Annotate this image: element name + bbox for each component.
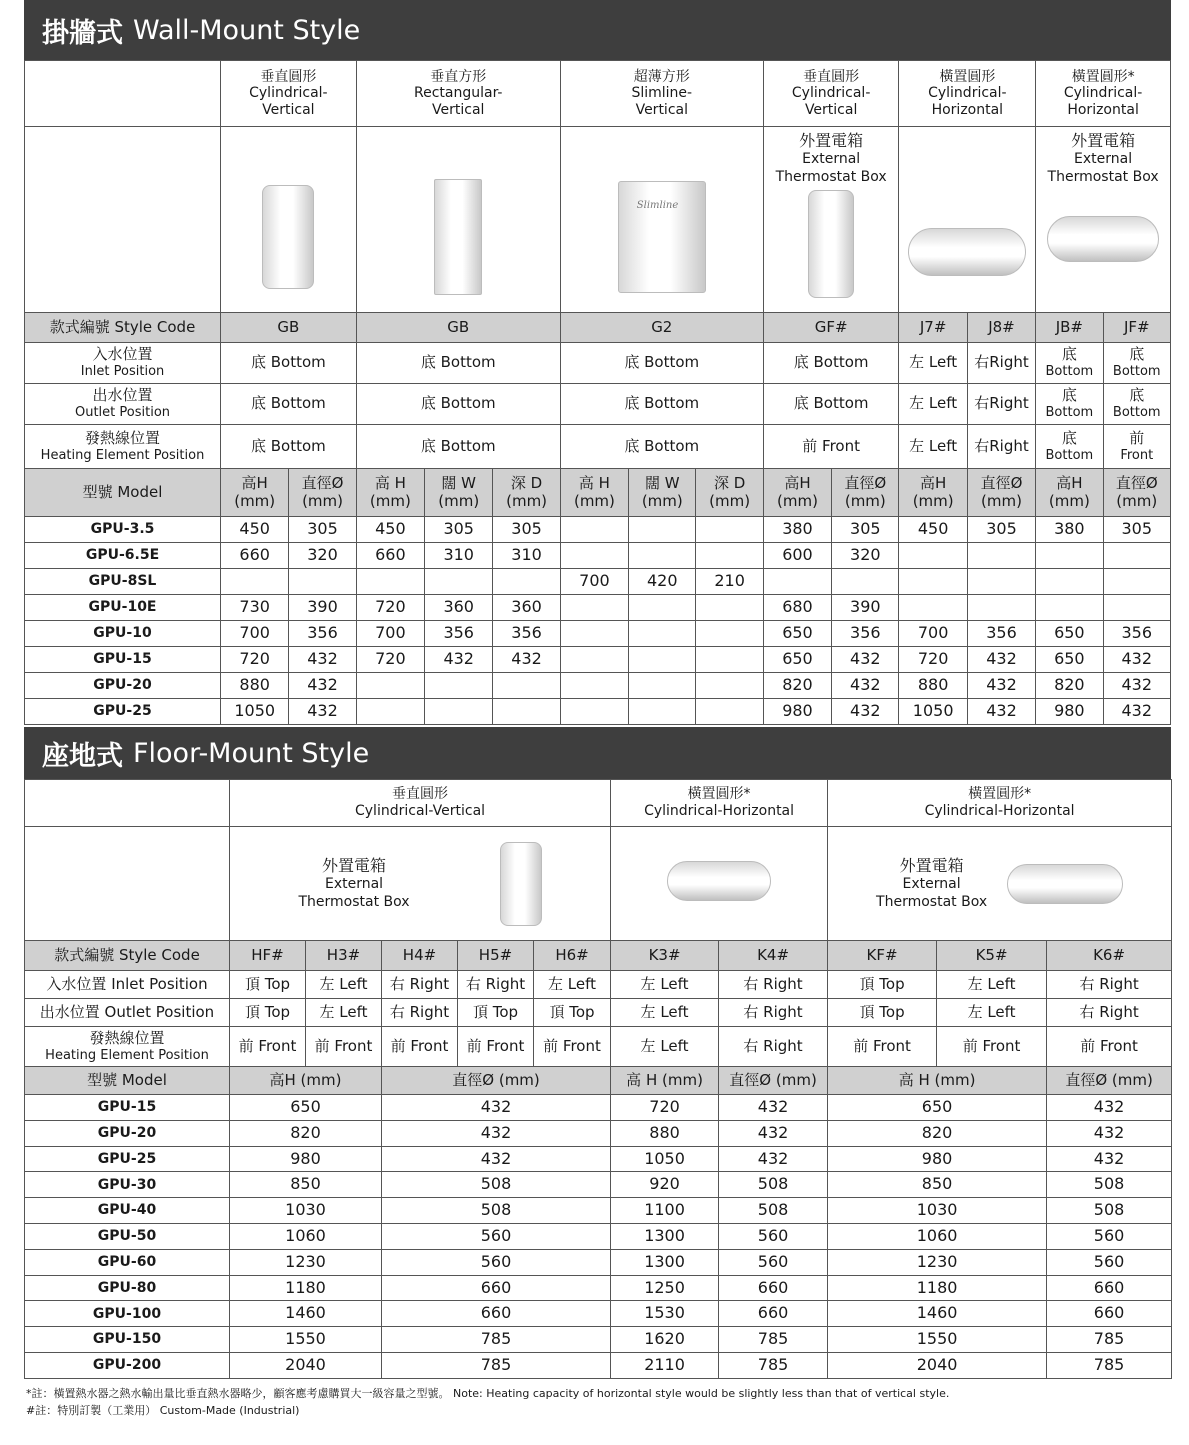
value-cell: 880 [221,673,289,699]
value-cell [289,569,356,595]
value-cell: 432 [967,699,1035,725]
value-cell: 305 [832,517,899,543]
value-cell: 305 [967,517,1035,543]
value-cell [832,569,899,595]
value-cell: 432 [1103,699,1170,725]
value-cell: 432 [289,647,356,673]
value-cell: 1620 [611,1327,719,1353]
value-cell: 432 [1047,1146,1172,1172]
value-cell [493,699,560,725]
value-cell: 432 [1047,1120,1172,1146]
value-cell: 660 [1047,1301,1172,1327]
value-cell: 700 [221,621,289,647]
floor-horizontal-tank-icon [667,861,771,901]
value-cell: 508 [1047,1198,1172,1224]
value-cell [1036,569,1103,595]
value-cell: 432 [289,699,356,725]
value-cell: 820 [230,1120,382,1146]
value-cell [1103,543,1170,569]
floor-data-rows [25,1095,1172,1379]
value-cell: 1550 [230,1327,382,1353]
value-cell [696,673,763,699]
model-cell: GPU-150 [25,1327,230,1353]
value-cell [560,517,628,543]
floor-mount-header [24,727,1171,779]
value-cell: 820 [828,1120,1047,1146]
wall-type-row [25,61,1171,127]
floor-style-code-row: 款式編號 Style Code HF# H3# H4# H5# H6# K3# K4# KF# K5# K6# [25,941,1172,971]
wall-mount-table [24,60,1171,725]
value-cell [899,595,967,621]
value-cell [221,569,289,595]
value-cell: 785 [1047,1327,1172,1353]
value-cell [763,569,831,595]
value-cell [1036,595,1103,621]
value-cell: 2040 [828,1352,1047,1378]
model-cell: GPU-100 [25,1301,230,1327]
table-row [25,1327,1172,1353]
value-cell: 508 [382,1172,611,1198]
value-cell: 560 [1047,1249,1172,1275]
floor-horizontal-ext-tank-icon [1007,864,1123,904]
wall-inlet-row: 入水位置 Inlet Position 底 Bottom 底 Bottom 底 Bottom 底 Bottom 左 Left 右Right 底 Bottom 底 Bottom [25,343,1171,384]
value-cell: 980 [230,1146,382,1172]
value-cell [967,595,1035,621]
value-cell: 356 [967,621,1035,647]
wall-style-code-row: 款式編號 Style Code GB GB G2 GF# J7# J8# JB# JF# [25,313,1171,343]
value-cell: 356 [289,621,356,647]
table-row [25,517,1171,543]
value-cell: 1030 [828,1198,1047,1224]
value-cell: 650 [1036,621,1103,647]
value-cell: 432 [382,1095,611,1121]
value-cell [493,569,560,595]
tank-vertical-image [221,127,357,313]
model-cell: GPU-15 [25,1095,230,1121]
floor-title-zh: 座地式 [42,740,123,772]
value-cell [356,569,424,595]
value-cell: 700 [899,621,967,647]
value-cell: 880 [611,1120,719,1146]
value-cell: 980 [1036,699,1103,725]
table-row [25,1095,1172,1121]
model-label: 型號 Model [25,469,221,517]
value-cell [560,543,628,569]
value-cell: 2110 [611,1352,719,1378]
table-row [25,595,1171,621]
value-cell: 450 [356,517,424,543]
value-cell: 560 [719,1223,828,1249]
value-cell: 600 [763,543,831,569]
value-cell: 432 [719,1120,828,1146]
wall-dim-header-row: 型號 Model 高H (mm) 直徑Ø (mm) 高 H (mm) 闊 W (mm) 深 D (mm) 高 H (mm) 闊 W (mm) 深 D (mm) 高H (mm) 直徑Ø (mm) 高H (mm) 直徑Ø (mm) 高H (mm) 直徑Ø (mm) [25,469,1171,517]
floor-dim-header-row: 型號 Model 高H (mm) 直徑Ø (mm) 高 H (mm) 直徑Ø (mm) 高 H (mm) 直徑Ø (mm) [25,1067,1172,1095]
value-cell: 850 [230,1172,382,1198]
value-cell [560,647,628,673]
floor-heating-row: 發熱線位置 Heating Element Position 前 Front 前 Front 前 Front 前 Front 前 Front 左 Left 右 Right 前 Front 前 Front 前 Front [25,1027,1172,1067]
value-cell: 1230 [230,1249,382,1275]
value-cell: 700 [356,621,424,647]
value-cell: 650 [230,1095,382,1121]
rectangular-tank-icon [434,179,482,295]
value-cell [560,595,628,621]
value-cell: 720 [356,595,424,621]
model-cell: GPU-20 [25,673,221,699]
value-cell: 305 [289,517,356,543]
value-cell: 720 [221,647,289,673]
wall-mount-header [24,0,1171,60]
value-cell: 432 [832,699,899,725]
value-cell: 432 [289,673,356,699]
value-cell: 508 [1047,1172,1172,1198]
value-cell: 980 [828,1146,1047,1172]
value-cell: 1530 [611,1301,719,1327]
value-cell [629,595,696,621]
tank-jb-image [1036,127,1171,313]
value-cell: 432 [719,1095,828,1121]
value-cell [560,673,628,699]
footnote-horizontal: *註：橫置熱水器之熱水輸出量比垂直熱水器略少，顧客應考慮購買大一級容量之型號。 Note: Heating capacity of horizontal style would be slightly less than that of vertical style. [26,1386,950,1400]
table-row [25,1146,1172,1172]
value-cell [629,699,696,725]
model-cell: GPU-8SL [25,569,221,595]
value-cell: 1060 [828,1223,1047,1249]
value-cell: 310 [425,543,493,569]
value-cell: 432 [832,673,899,699]
value-cell [967,543,1035,569]
value-cell: 432 [719,1146,828,1172]
value-cell: 450 [899,517,967,543]
ext-box-label-jb: 外置電箱 External Thermostat Box [1047,131,1159,185]
floor-horizontal-ext-image: 外置電箱 External Thermostat Box [828,827,1172,941]
value-cell: 660 [382,1301,611,1327]
model-cell: GPU-15 [25,647,221,673]
value-cell: 432 [832,647,899,673]
value-cell [696,621,763,647]
value-cell [629,517,696,543]
floor-vertical-tank-icon [500,842,542,926]
vertical-tank-icon [262,185,314,289]
tank-j-image [899,127,1036,313]
value-cell: 508 [382,1198,611,1224]
value-cell: 980 [763,699,831,725]
model-cell: GPU-200 [25,1352,230,1378]
value-cell: 1180 [828,1275,1047,1301]
value-cell: 720 [899,647,967,673]
wall-heating-row: 發熱線位置 Heating Element Position 底 Bottom 底 Bottom 底 Bottom 前 Front 左 Left 右Right 底 Bottom 前 Front [25,425,1171,469]
value-cell: 720 [611,1095,719,1121]
floor-mount-table [24,779,1172,1379]
value-cell [629,673,696,699]
value-cell: 1250 [611,1275,719,1301]
table-row [25,647,1171,673]
value-cell: 1060 [230,1223,382,1249]
model-cell: GPU-40 [25,1198,230,1224]
tank-gf-image [763,127,899,313]
value-cell: 432 [425,647,493,673]
model-cell: GPU-10E [25,595,221,621]
value-cell: 508 [719,1172,828,1198]
value-cell: 356 [425,621,493,647]
inlet-label: 入水位置 Inlet Position [25,343,221,384]
corner-cell [25,61,221,127]
value-cell: 356 [832,621,899,647]
horizontal-tank-icon [908,228,1026,276]
value-cell: 850 [828,1172,1047,1198]
value-cell: 380 [1036,517,1103,543]
slimline-script-logo: Slimline [636,200,679,212]
model-cell: GPU-60 [25,1249,230,1275]
value-cell: 650 [1036,647,1103,673]
wall-type-jb: 橫置圓形* Cylindrical- Horizontal [1036,61,1171,127]
value-cell [629,543,696,569]
value-cell: 560 [719,1249,828,1275]
style-code-label: 款式編號 Style Code [25,313,221,343]
wall-type-gf: 垂直圓形 Cylindrical- Vertical [763,61,899,127]
value-cell: 432 [382,1146,611,1172]
value-cell: 1050 [899,699,967,725]
spec-sheet [24,0,1171,1420]
value-cell: 680 [763,595,831,621]
value-cell: 432 [967,673,1035,699]
value-cell [899,543,967,569]
model-cell: GPU-25 [25,699,221,725]
value-cell: 1550 [828,1327,1047,1353]
value-cell [493,673,560,699]
table-row [25,1198,1172,1224]
value-cell: 650 [763,647,831,673]
value-cell: 305 [425,517,493,543]
table-row [25,543,1171,569]
table-row [25,1172,1172,1198]
wall-image-row [25,127,1171,313]
value-cell: 650 [763,621,831,647]
value-cell: 432 [1103,673,1170,699]
value-cell: 560 [382,1223,611,1249]
ext-box-label-gf: 外置電箱 External Thermostat Box [775,131,887,185]
table-row [25,621,1171,647]
value-cell: 1180 [230,1275,382,1301]
floor-horizontal-image [611,827,828,941]
table-row [25,1275,1172,1301]
value-cell: 420 [629,569,696,595]
value-cell: 560 [382,1249,611,1275]
value-cell: 1230 [828,1249,1047,1275]
value-cell: 432 [1103,647,1170,673]
value-cell [696,543,763,569]
table-row [25,1301,1172,1327]
value-cell: 1300 [611,1223,719,1249]
value-cell: 310 [493,543,560,569]
table-row [25,1223,1172,1249]
value-cell: 360 [493,595,560,621]
wall-type-j: 橫置圓形 Cylindrical- Horizontal [899,61,1036,127]
value-cell: 432 [1047,1095,1172,1121]
value-cell: 1100 [611,1198,719,1224]
value-cell: 920 [611,1172,719,1198]
value-cell: 1050 [611,1146,719,1172]
value-cell: 660 [356,543,424,569]
value-cell: 650 [828,1095,1047,1121]
value-cell: 660 [719,1275,828,1301]
value-cell [899,569,967,595]
value-cell: 785 [382,1327,611,1353]
value-cell: 560 [1047,1223,1172,1249]
model-cell: GPU-50 [25,1223,230,1249]
outlet-label: 出水位置 Outlet Position [25,384,221,425]
wall-type-gb: 垂直圓形 Cylindrical- Vertical [221,61,357,127]
value-cell [356,673,424,699]
value-cell: 356 [493,621,560,647]
floor-vertical-image: 外置電箱 External Thermostat Box [230,827,611,941]
value-cell [967,569,1035,595]
wall-title-en: Wall-Mount Style [133,14,361,46]
model-cell: GPU-30 [25,1172,230,1198]
footnote-custom-made: #註：特別訂製（工業用） Custom-Made (Industrial) [26,1404,300,1418]
model-cell: GPU-6.5E [25,543,221,569]
value-cell [425,569,493,595]
value-cell [425,673,493,699]
wall-type-slim: 超薄方形 Slimline- Vertical [560,61,763,127]
value-cell [1036,543,1103,569]
value-cell: 660 [719,1301,828,1327]
table-row [25,569,1171,595]
value-cell: 1300 [611,1249,719,1275]
value-cell [1103,595,1170,621]
floor-outlet-row: 出水位置 Outlet Position 頂 Top 左 Left 右 Right 頂 Top 頂 Top 左 Left 右 Right 頂 Top 左 Left 右 Right [25,999,1172,1027]
value-cell: 390 [289,595,356,621]
table-row [25,699,1171,725]
floor-inlet-row: 入水位置 Inlet Position 頂 Top 左 Left 右 Right 右 Right 左 Left 左 Left 右 Right 頂 Top 左 Left 右 Right [25,971,1172,999]
value-cell: 785 [719,1352,828,1378]
value-cell: 432 [493,647,560,673]
model-cell: GPU-25 [25,1146,230,1172]
slimline-tank-icon [618,181,706,293]
floor-title-en: Floor-Mount Style [133,737,370,769]
floor-type-row: 垂直圓形 Cylindrical-Vertical 橫置圓形* Cylindrical-Horizontal 橫置圓形* Cylindrical-Horizontal [25,780,1172,827]
value-cell: 1030 [230,1198,382,1224]
value-cell: 730 [221,595,289,621]
value-cell [629,621,696,647]
value-cell: 880 [899,673,967,699]
value-cell: 1460 [230,1301,382,1327]
value-cell: 432 [382,1120,611,1146]
value-cell: 700 [560,569,628,595]
value-cell: 305 [493,517,560,543]
value-cell: 1050 [221,699,289,725]
table-row [25,673,1171,699]
value-cell: 820 [1036,673,1103,699]
value-cell: 720 [356,647,424,673]
value-cell: 820 [763,673,831,699]
value-cell: 356 [1103,621,1170,647]
value-cell: 2040 [230,1352,382,1378]
value-cell [1103,569,1170,595]
ext-box-tank-icon [808,190,854,298]
tank-rect-image [356,127,560,313]
model-cell: GPU-80 [25,1275,230,1301]
wall-type-rect: 垂直方形 Rectangular- Vertical [356,61,560,127]
value-cell [560,621,628,647]
model-cell: GPU-20 [25,1120,230,1146]
value-cell: 1460 [828,1301,1047,1327]
model-cell: GPU-10 [25,621,221,647]
value-cell: 785 [382,1352,611,1378]
value-cell [696,517,763,543]
table-row [25,1352,1172,1378]
value-cell: 660 [221,543,289,569]
value-cell: 660 [382,1275,611,1301]
value-cell [560,699,628,725]
wall-data-rows [25,517,1171,725]
floor-image-row [25,827,1172,941]
value-cell: 305 [1103,517,1170,543]
heating-label: 發熱線位置 Heating Element Position [25,425,221,469]
value-cell [696,699,763,725]
horizontal-ext-tank-icon [1047,216,1159,262]
value-cell: 432 [967,647,1035,673]
wall-title-zh: 掛牆式 [42,17,123,49]
value-cell: 660 [1047,1275,1172,1301]
value-cell: 320 [832,543,899,569]
value-cell [696,595,763,621]
table-row [25,1249,1172,1275]
value-cell: 508 [719,1198,828,1224]
value-cell: 320 [289,543,356,569]
tank-slim-image [560,127,763,313]
footnotes [24,1385,1171,1420]
value-cell: 390 [832,595,899,621]
value-cell: 360 [425,595,493,621]
value-cell [425,699,493,725]
value-cell: 380 [763,517,831,543]
value-cell [629,647,696,673]
value-cell: 450 [221,517,289,543]
wall-outlet-row: 出水位置 Outlet Position 底 Bottom 底 Bottom 底 Bottom 底 Bottom 左 Left 右Right 底 Bottom 底 Bottom [25,384,1171,425]
table-row [25,1120,1172,1146]
value-cell [696,647,763,673]
value-cell: 785 [719,1327,828,1353]
value-cell [356,699,424,725]
value-cell: 785 [1047,1352,1172,1378]
model-cell: GPU-3.5 [25,517,221,543]
value-cell: 210 [696,569,763,595]
